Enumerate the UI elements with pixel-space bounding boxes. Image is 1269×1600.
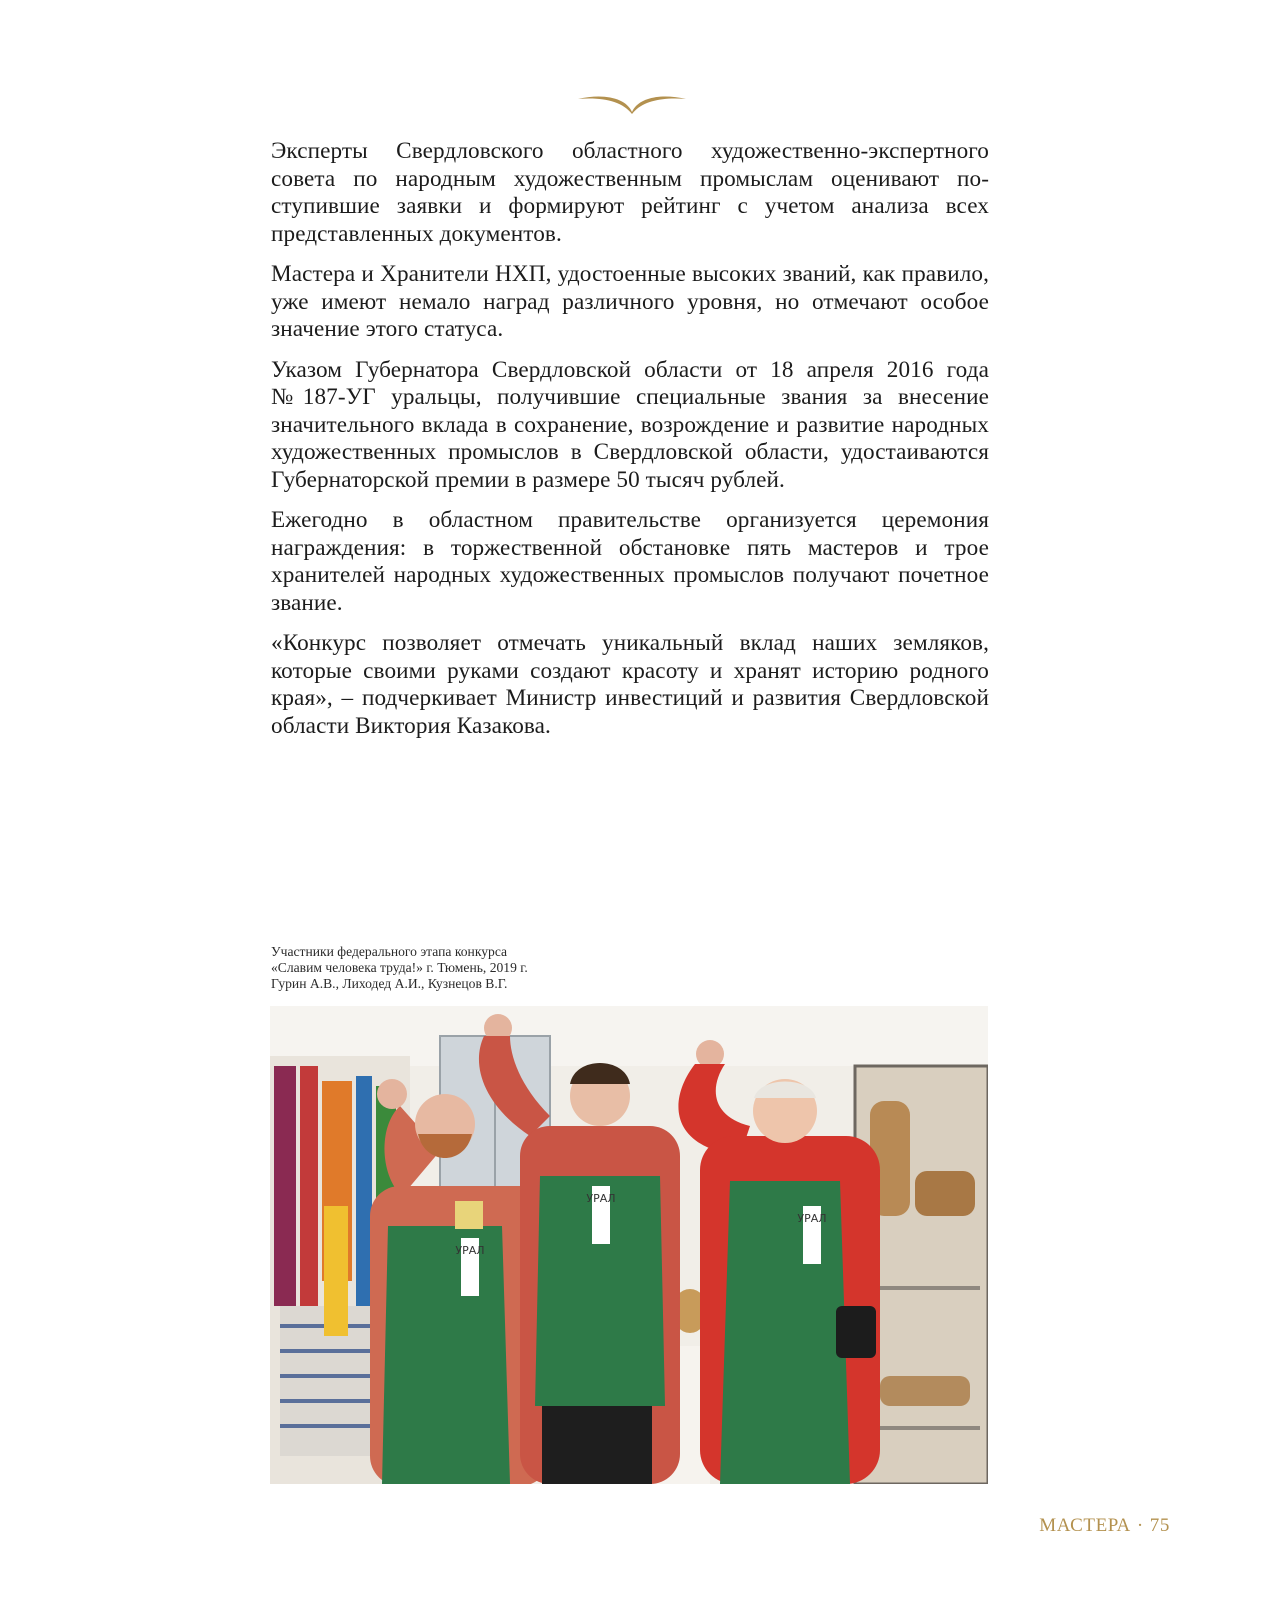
apron-label-2: УРАЛ: [586, 1192, 616, 1205]
caption-line: Гурин А.В., Лиходед А.И., Кузнецов В.Г.: [271, 976, 508, 991]
paragraph-experts: Эксперты Свердловского областного художественно-экспертного совета по народным художественным промыслам оценивают поступившие заявки и формируют рейтинг с учетом анализа всех представленных документов.: [271, 138, 989, 247]
photo-caption: [271, 944, 691, 992]
photo-participants: [270, 1006, 988, 1484]
article-body: [271, 138, 989, 753]
apron-label-3: УРАЛ: [797, 1212, 827, 1225]
decorative-wings-ornament: [576, 92, 688, 118]
caption-line: Участники федерального этапа конкурса: [271, 944, 508, 959]
page-number: 75: [1149, 1515, 1170, 1536]
section-title: МАСТЕРА: [1039, 1515, 1131, 1536]
caption-line: «Славим человека труда!» г. Тюмень, 2019 г.: [271, 960, 528, 975]
footer-separator: ·: [1136, 1515, 1144, 1536]
paragraph-ceremony: Ежегодно в областном правительстве организуется церемония награждения: в торжественной обстановке пять мастеров и трое хранителей народных художественных промыслов получают почетное звание.: [271, 507, 989, 616]
page-footer: [1039, 1515, 1170, 1537]
apron-label-1: УРАЛ: [455, 1244, 485, 1257]
paragraph-decree: Указом Губернатора Свердловской области от 18 апреля 2016 года №187-УГ уральцы, получившие специальные звания за внесение значительного вклада в сохранение, возрождение и развитие народных художественных промыслов в Свердловской области, удостаиваются Губернаторской премии в размере 50 тысяч рублей.: [271, 356, 989, 493]
paragraph-masters: Мастера и Хранители НХП, удостоенные высоких званий, как правило, уже имеют немало наград различного уровня, но отмечают особое значение этого статуса.: [271, 261, 989, 342]
paragraph-quote: «Конкурс позволяет отмечать уникальный вклад наших земляков, которые своими руками создают красоту и хранят историю родного края», – подчеркивает Министр инвестиций и развития Свердловской области Виктория Казакова.: [271, 630, 989, 739]
